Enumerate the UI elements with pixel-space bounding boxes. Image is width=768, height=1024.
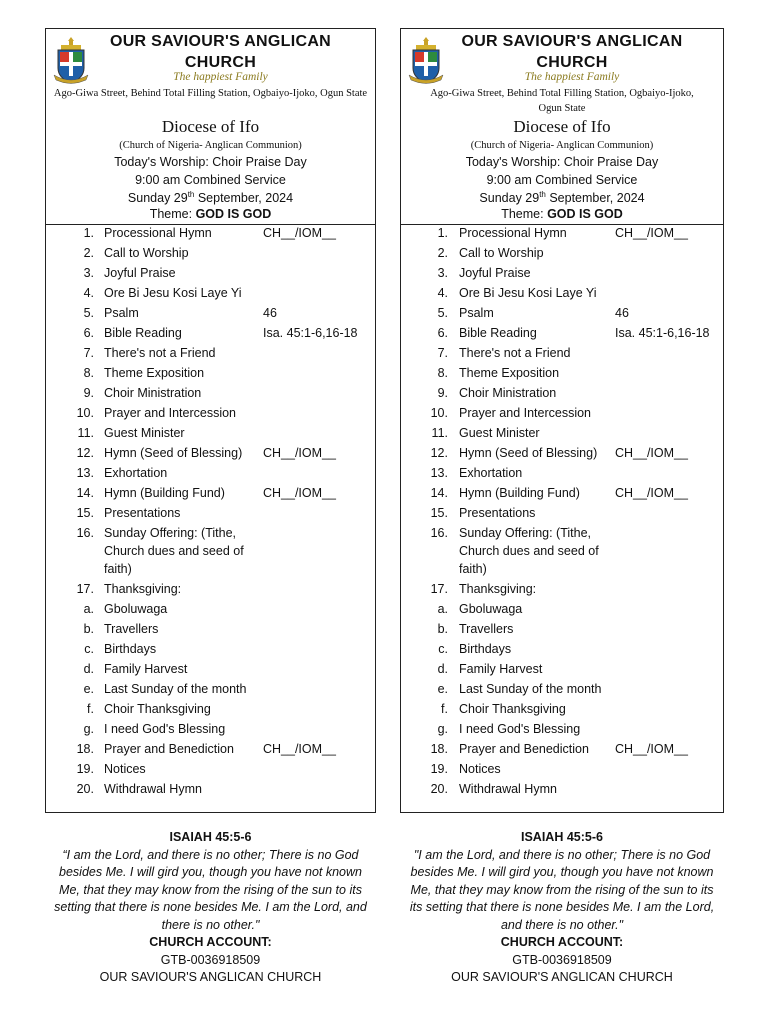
- scripture-quote-line: there is no other.": [161, 917, 260, 932]
- order-item-number: 18.: [430, 742, 448, 756]
- order-item-number: e.: [83, 682, 94, 696]
- order-item-label-line: Processional Hymn: [104, 226, 212, 240]
- diocese-name: Diocese of Ifo: [161, 117, 260, 136]
- order-item-label: [104, 244, 189, 262]
- order-item-label-line: Ore Bi Jesu Kosi Laye Yi: [104, 286, 242, 300]
- order-item-label-line: Guest Minister: [104, 426, 185, 440]
- order-item-label-line: Notices: [104, 762, 146, 776]
- order-item-number: 14.: [76, 486, 94, 500]
- order-item-number: 15.: [430, 506, 448, 520]
- order-item-number: 19.: [430, 762, 448, 776]
- order-item-number: 11.: [431, 426, 448, 440]
- order-item-label-line: There's not a Friend: [459, 346, 571, 360]
- worship-title: Today's Worship: Choir Praise Day: [114, 155, 307, 169]
- order-item-label-line: Psalm: [459, 306, 494, 320]
- order-item-label-line: Sunday Offering: (Tithe,: [104, 526, 237, 540]
- order-item-label: [104, 364, 204, 382]
- order-item-label-line: Call to Worship: [459, 246, 544, 260]
- order-item-reference: CH__/IOM__: [263, 486, 336, 500]
- order-item-label: [459, 620, 513, 638]
- order-item-label: [459, 324, 537, 342]
- order-item-number: 16.: [76, 526, 94, 540]
- order-item-label-line: There's not a Friend: [104, 346, 216, 360]
- order-item-number: 7.: [83, 346, 94, 360]
- order-item-reference: Isa. 45:1-6,16-18: [263, 326, 358, 340]
- order-item-label-line: Psalm: [104, 306, 139, 320]
- order-item-label: [459, 244, 544, 262]
- order-item-label-line: Notices: [459, 762, 501, 776]
- scripture-quote-line: besides Me. I will gird you, though you have not known: [410, 865, 714, 879]
- order-item-number: f.: [441, 702, 448, 716]
- order-item-number: 20.: [430, 782, 448, 796]
- order-item-number: 10.: [430, 406, 448, 420]
- order-item-number: b.: [437, 622, 448, 636]
- order-item-number: 3.: [437, 266, 448, 280]
- order-item-label-line: Presentations: [459, 506, 536, 520]
- order-item-label: [104, 720, 225, 738]
- order-item-label: [459, 384, 556, 402]
- order-item-number: 9.: [437, 386, 448, 400]
- scripture-quote-line: "I am the Lord, and there is no other; There is no God: [413, 847, 711, 862]
- account-name: OUR SAVIOUR'S ANGLICAN CHURCH: [451, 970, 673, 984]
- order-item-label-line: Exhortation: [459, 466, 523, 480]
- order-item-number: 11.: [77, 426, 94, 440]
- account-name: OUR SAVIOUR'S ANGLICAN CHURCH: [99, 970, 322, 984]
- order-item-number: 13.: [430, 466, 448, 480]
- bulletin-left: [45, 28, 376, 813]
- order-item-label-line: Processional Hymn: [459, 226, 567, 240]
- order-item-label: [459, 284, 597, 302]
- order-item-label: [459, 404, 591, 422]
- communion-line: (Church of Nigeria- Anglican Communion): [470, 140, 654, 151]
- order-item-label: [459, 364, 559, 382]
- order-item-label: [104, 760, 146, 778]
- order-of-service: [401, 224, 723, 809]
- order-item-label-line: Presentations: [104, 506, 181, 520]
- order-item-label-line: Choir Ministration: [104, 386, 202, 400]
- order-item-label: [459, 720, 580, 738]
- order-item-number: 17.: [76, 582, 94, 596]
- order-item-number: 1.: [437, 226, 448, 240]
- scripture-quote-line: Me, that they may know from the rising of the sun to its: [59, 882, 362, 897]
- order-item-number: 13.: [76, 466, 94, 480]
- footer-right: [400, 829, 724, 987]
- order-item-label-line: Joyful Praise: [459, 266, 531, 280]
- order-item-number: 3.: [83, 266, 94, 280]
- order-item-label: [459, 464, 522, 482]
- order-item-label: [459, 524, 599, 578]
- order-item-label: [104, 324, 182, 342]
- order-item-label-line: Prayer and Intercession: [459, 406, 592, 420]
- order-item-label-line: Choir Thanksgiving: [104, 702, 211, 716]
- order-item-label-line: faith): [459, 562, 487, 576]
- order-item-label-line: Joyful Praise: [104, 266, 176, 280]
- order-item-reference: CH__/IOM__: [615, 742, 688, 756]
- order-item-label: [459, 344, 570, 362]
- scripture-quote-line: besides Me. I will gird you, though you have not known: [59, 865, 362, 879]
- order-item-number: f.: [87, 702, 94, 716]
- order-item-label: [104, 344, 215, 362]
- order-item-label: [459, 580, 536, 598]
- order-item-reference: CH__/IOM__: [263, 446, 336, 460]
- order-item-number: 14.: [430, 486, 448, 500]
- order-item-label: [459, 224, 567, 242]
- bulletin-header: [401, 29, 723, 225]
- order-item-number: d.: [83, 662, 94, 676]
- church-address-line1: Ago-Giwa Street, Behind Total Filling Station, Ogbaiyo-Ijoko,: [430, 88, 694, 99]
- order-item-number: d.: [437, 662, 448, 676]
- order-item-label-line: Withdrawal Hymn: [104, 782, 202, 796]
- bulletin-right: [400, 28, 724, 813]
- scripture-quote-line: Me, that they may know from the rising of the sun to its: [410, 882, 714, 897]
- order-item-number: g.: [437, 722, 448, 736]
- order-item-label: [104, 580, 181, 598]
- account-label: CHURCH ACCOUNT:: [149, 935, 272, 949]
- order-item-number: 18.: [76, 742, 94, 756]
- order-item-label: [104, 700, 211, 718]
- order-item-label: [104, 680, 246, 698]
- diocese-name: Diocese of Ifo: [513, 117, 611, 136]
- order-item-label: [104, 404, 236, 422]
- order-item-label-line: Hymn (Seed of Blessing): [459, 446, 598, 460]
- order-item-label-line: Last Sunday of the month: [104, 682, 247, 696]
- order-item-label-line: Exhortation: [104, 466, 168, 480]
- order-item-label-line: Choir Ministration: [459, 386, 557, 400]
- church-tagline: The happiest Family: [524, 71, 620, 83]
- order-item-number: g.: [83, 722, 94, 736]
- order-item-label-line: Church dues and seed of: [104, 544, 244, 558]
- service-theme: Theme: GOD IS GOD: [501, 207, 623, 221]
- order-item-label-line: Gboluwaga: [459, 602, 523, 616]
- order-item-number: a.: [437, 602, 448, 616]
- service-theme: Theme: GOD IS GOD: [149, 207, 272, 221]
- order-item-label: [104, 384, 201, 402]
- order-item-label: [104, 740, 234, 758]
- order-item-reference: CH__/IOM__: [263, 226, 336, 240]
- church-address: Ago-Giwa Street, Behind Total Filling Station, Ogbaiyo-Ijoko, Ogun State: [53, 88, 368, 99]
- order-item-label-line: Sunday Offering: (Tithe,: [459, 526, 592, 540]
- order-item-label-line: Call to Worship: [104, 246, 189, 260]
- order-item-label-line: Ore Bi Jesu Kosi Laye Yi: [459, 286, 597, 300]
- order-item-label: [104, 284, 242, 302]
- scripture-reference: ISAIAH 45:5-6: [521, 830, 603, 844]
- service-date: Sunday 29th September, 2024: [479, 190, 645, 206]
- communion-line: (Church of Nigeria- Anglican Communion): [119, 140, 302, 151]
- account-number: GTB-0036918509: [160, 952, 261, 967]
- order-item-label-line: Travellers: [459, 622, 514, 636]
- order-item-label-line: Family Harvest: [459, 662, 543, 676]
- order-item-label-line: Prayer and Benediction: [459, 742, 589, 756]
- order-item-label: [104, 660, 187, 678]
- order-item-label-line: Hymn (Building Fund): [104, 486, 225, 500]
- order-item-reference: 46: [615, 306, 629, 320]
- order-item-label: [459, 700, 566, 718]
- scripture-quote-line: setting that there is none besides Me. I am the Lord, and: [54, 900, 367, 914]
- order-item-label: [104, 600, 167, 618]
- order-item-label-line: Bible Reading: [459, 326, 537, 340]
- order-item-number: 7.: [437, 346, 448, 360]
- order-item-reference: 46: [263, 306, 277, 320]
- order-item-label: [459, 444, 597, 462]
- order-item-label-line: Thanksgiving:: [104, 582, 182, 596]
- order-item-label-line: Thanksgiving:: [459, 582, 537, 596]
- order-item-reference: CH__/IOM__: [615, 446, 688, 460]
- order-item-number: 5.: [437, 306, 448, 320]
- order-item-label-line: Church dues and seed of: [459, 544, 599, 558]
- service-time: 9:00 am Combined Service: [486, 173, 638, 187]
- order-item-number: 8.: [437, 366, 448, 380]
- scripture-quote-line: “I am the Lord, and there is no other; There is no God: [62, 847, 359, 862]
- order-item-label: [104, 504, 180, 522]
- order-item-number: c.: [84, 642, 94, 656]
- order-item-label: [104, 264, 176, 282]
- order-item-label: [104, 464, 167, 482]
- scripture-reference: ISAIAH 45:5-6: [169, 830, 252, 844]
- worship-title: Today's Worship: Choir Praise Day: [465, 155, 659, 169]
- order-item-number: 4.: [83, 286, 94, 300]
- church-name-line1: OUR SAVIOUR'S ANGLICAN: [461, 33, 683, 50]
- order-item-number: 4.: [437, 286, 448, 300]
- order-item-label-line: Theme Exposition: [459, 366, 560, 380]
- church-name-line1: OUR SAVIOUR'S ANGLICAN: [109, 33, 332, 50]
- order-item-label-line: Last Sunday of the month: [459, 682, 602, 696]
- order-item-reference: Isa. 45:1-6,16-18: [615, 326, 710, 340]
- order-item-number: 1.: [83, 226, 94, 240]
- order-item-number: 2.: [83, 246, 94, 260]
- order-item-label-line: Prayer and Benediction: [104, 742, 234, 756]
- order-item-number: c.: [438, 642, 448, 656]
- order-item-number: 2.: [437, 246, 448, 260]
- church-name-line2: CHURCH: [184, 54, 257, 71]
- order-item-number: 9.: [83, 386, 94, 400]
- church-name-line2: CHURCH: [536, 54, 608, 71]
- order-item-number: e.: [437, 682, 448, 696]
- order-item-label-line: Birthdays: [104, 642, 157, 656]
- order-item-label: [104, 444, 242, 462]
- order-item-number: 6.: [437, 326, 448, 340]
- order-item-label: [459, 264, 531, 282]
- order-item-label: [459, 504, 535, 522]
- order-item-label: [459, 660, 542, 678]
- church-address-line2: Ogun State: [538, 103, 586, 114]
- order-item-label-line: I need God's Blessing: [104, 722, 226, 736]
- account-number: GTB-0036918509: [512, 952, 612, 967]
- order-item-number: 20.: [76, 782, 94, 796]
- order-item-number: 5.: [83, 306, 94, 320]
- order-of-service: [46, 224, 375, 809]
- order-item-label: [459, 740, 589, 758]
- order-item-label: [104, 484, 225, 502]
- order-item-number: 15.: [76, 506, 94, 520]
- order-item-number: b.: [83, 622, 94, 636]
- order-item-label-line: Theme Exposition: [104, 366, 205, 380]
- scripture-quote-line: its setting that there is none besides Me. I am the Lord,: [409, 900, 715, 914]
- order-item-label: [104, 640, 156, 658]
- order-item-label: [104, 620, 158, 638]
- service-time: 9:00 am Combined Service: [135, 173, 286, 187]
- order-item-label: [104, 424, 185, 442]
- order-item-label: [459, 600, 522, 618]
- bulletin-header: [46, 29, 375, 225]
- order-item-label: [459, 780, 557, 798]
- order-item-number: 12.: [430, 446, 448, 460]
- order-item-number: 6.: [83, 326, 94, 340]
- order-item-reference: CH__/IOM__: [263, 742, 336, 756]
- order-item-label-line: Hymn (Seed of Blessing): [104, 446, 243, 460]
- order-item-label: [459, 640, 511, 658]
- footer-left: [45, 829, 376, 987]
- scripture-quote-line: and there is no other.": [500, 917, 624, 932]
- order-item-label-line: Bible Reading: [104, 326, 182, 340]
- order-item-label-line: Family Harvest: [104, 662, 188, 676]
- order-item-label: [459, 424, 540, 442]
- order-item-number: 10.: [76, 406, 94, 420]
- order-item-label-line: faith): [104, 562, 132, 576]
- order-item-label-line: Gboluwaga: [104, 602, 168, 616]
- account-label: CHURCH ACCOUNT:: [500, 935, 624, 949]
- order-item-number: 16.: [430, 526, 448, 540]
- order-item-label-line: Guest Minister: [459, 426, 540, 440]
- church-tagline: The happiest Family: [173, 71, 268, 83]
- order-item-label: [104, 224, 212, 242]
- order-item-number: a.: [83, 602, 94, 616]
- order-item-label: [104, 304, 139, 322]
- order-item-number: 19.: [76, 762, 94, 776]
- order-item-label: [104, 524, 244, 578]
- order-item-label-line: Choir Thanksgiving: [459, 702, 566, 716]
- order-item-number: 17.: [430, 582, 448, 596]
- order-item-label: [459, 484, 580, 502]
- order-item-reference: CH__/IOM__: [615, 226, 688, 240]
- order-item-label: [459, 304, 494, 322]
- order-item-label: [104, 780, 202, 798]
- order-item-label-line: Travellers: [104, 622, 159, 636]
- order-item-number: 8.: [83, 366, 94, 380]
- order-item-label: [459, 680, 601, 698]
- order-item-reference: CH__/IOM__: [615, 486, 688, 500]
- service-date: Sunday 29th September, 2024: [127, 190, 294, 206]
- order-item-label-line: Birthdays: [459, 642, 512, 656]
- order-item-label: [459, 760, 501, 778]
- order-item-label-line: Prayer and Intercession: [104, 406, 237, 420]
- order-item-number: 12.: [76, 446, 94, 460]
- order-item-label-line: I need God's Blessing: [459, 722, 581, 736]
- order-item-label-line: Withdrawal Hymn: [459, 782, 557, 796]
- order-item-label-line: Hymn (Building Fund): [459, 486, 580, 500]
